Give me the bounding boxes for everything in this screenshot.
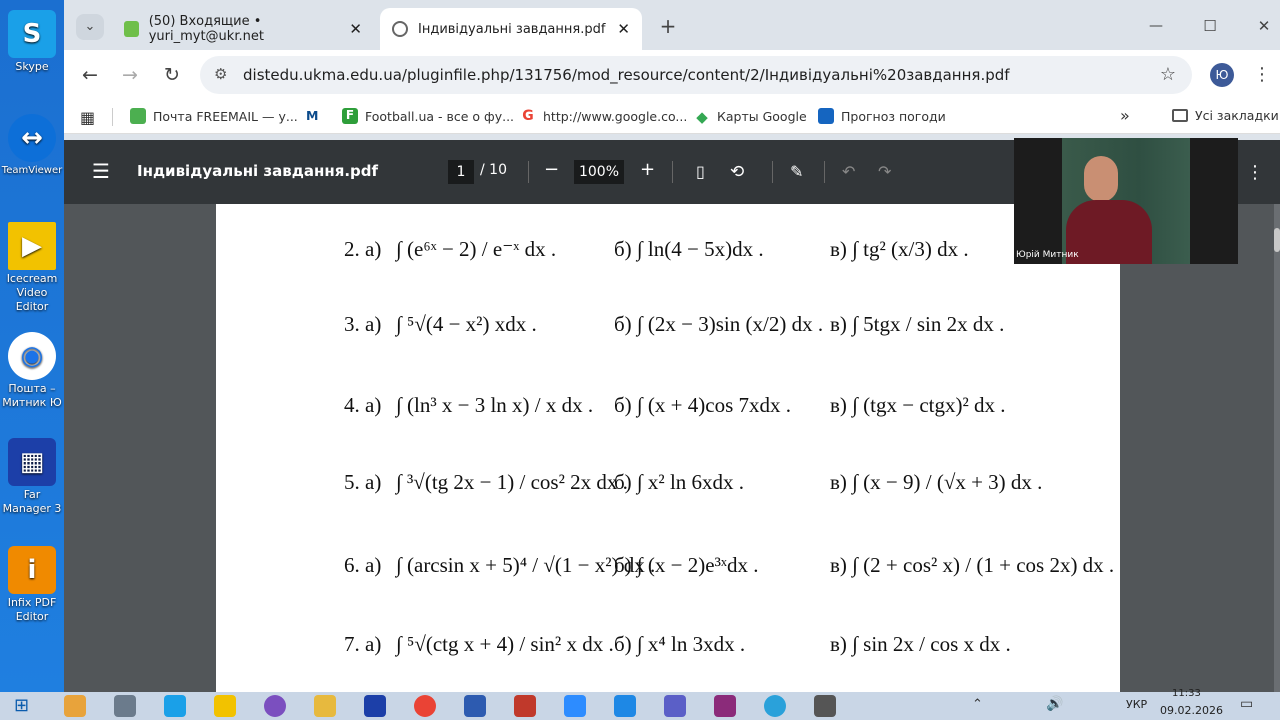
zoom-in-button[interactable]: + — [640, 159, 656, 180]
apps-icon[interactable]: ▦ — [80, 108, 96, 127]
zoom-input[interactable]: 100% — [574, 160, 624, 184]
desktop-icon-label: Пошта – Митник Ю — [2, 382, 62, 409]
skype-icon: S — [8, 10, 56, 58]
volume-icon[interactable]: 🔊 — [1046, 696, 1064, 712]
file-explorer-icon[interactable] — [314, 695, 336, 717]
integral-c: в) ∫ (x − 9) / (√x + 3) dx . — [830, 470, 1043, 494]
bookmarks-overflow-button[interactable]: » — [1120, 106, 1130, 125]
pdf-viewer[interactable] — [64, 204, 1280, 692]
all-bookmarks-label: Усі закладки — [1195, 108, 1279, 123]
mail-icon — [124, 21, 139, 37]
menu-icon[interactable]: ⋮ — [1253, 64, 1271, 85]
bookmark-label: Прогноз погоди — [841, 108, 946, 124]
integral-c: в) ∫ (tgx − ctgx)² dx . — [830, 393, 1006, 417]
desktop-icon-label: Skype — [15, 60, 49, 73]
desktop-icon-label: Far Manager 3 — [2, 488, 62, 515]
globe-icon — [392, 21, 408, 37]
close-icon[interactable]: ✕ — [617, 20, 630, 38]
desktop — [0, 0, 64, 692]
pdf-divider — [672, 161, 673, 183]
tray-chevron-icon[interactable]: ⌃ — [972, 697, 983, 712]
desktop-icon-infix[interactable] — [0, 546, 64, 624]
integral-a: ∫ (arcsin x + 5)⁴ / √(1 − x²) dx . — [396, 553, 656, 577]
bookmark-football[interactable] — [342, 108, 514, 124]
integral-b: б) ∫ (x + 4)cos 7xdx . — [614, 393, 792, 417]
problem-number: 7. а) — [344, 632, 382, 656]
bookmark-google[interactable] — [520, 108, 687, 124]
integral-b: б) ∫ ln(4 − 5x)dx . — [614, 237, 764, 261]
more-options-icon[interactable]: ⋮ — [1246, 162, 1264, 183]
desktop-icon-label: Infix PDF Editor — [7, 596, 57, 623]
integral-b: б) ∫ (x − 2)e³ˣdx . — [614, 553, 759, 577]
tab-search-button[interactable]: ⌄ — [76, 14, 104, 40]
pdf-divider — [772, 161, 773, 183]
minimize-button[interactable]: — — [1149, 18, 1163, 34]
bookmark-label: Football.ua - все о фу... — [365, 108, 515, 124]
football-icon: F — [342, 108, 358, 124]
rotate-icon[interactable]: ⟲ — [730, 162, 745, 182]
integral-c: в) ∫ (2 + cos² x) / (1 + cos 2x) dx . — [830, 553, 1115, 577]
fit-page-icon[interactable]: ▯ — [696, 162, 705, 181]
bookmarks-divider — [112, 108, 113, 126]
bookmark-weather[interactable] — [818, 108, 946, 124]
task-view-icon[interactable] — [114, 695, 136, 717]
map-pin-icon: ◆ — [696, 108, 708, 126]
profile-avatar[interactable]: Ю — [1210, 63, 1234, 87]
language-indicator[interactable]: УКР — [1126, 698, 1148, 711]
bookmark-label: Почта FREEMAIL — у... — [153, 108, 298, 124]
sidebar-menu-icon[interactable]: ☰ — [92, 159, 110, 183]
page-count: / 10 — [480, 162, 507, 178]
problem-number: 6. а) — [344, 553, 382, 577]
settings-gear-icon[interactable] — [814, 695, 836, 717]
tab-title: Індивідуальні завдання.pdf — [418, 21, 606, 37]
bookmarks-bar — [64, 100, 1280, 134]
windows-start-icon[interactable]: ⊞ — [14, 695, 30, 716]
clock-time[interactable]: 11:33 — [1172, 688, 1201, 699]
problem-number: 4. а) — [344, 393, 382, 417]
webcam-name: Юрій Митник — [1016, 250, 1079, 260]
back-button[interactable]: ← — [82, 64, 98, 86]
desktop-icon-teamviewer[interactable] — [0, 114, 64, 178]
notification-icon[interactable]: ▭ — [1240, 696, 1254, 712]
desktop-icon-label: Icecream Video Editor — [6, 272, 58, 313]
tab-mail[interactable] — [112, 8, 374, 50]
problem-number: 5. а) — [344, 470, 382, 494]
desktop-icon-icecream[interactable] — [0, 222, 64, 314]
maximize-button[interactable]: ☐ — [1203, 17, 1217, 35]
integral-a: ∫ ³√(tg 2x − 1) / cos² 2x dx . — [396, 470, 628, 494]
desktop-icon-label: TeamViewer — [1, 165, 63, 176]
infix-pdf-icon: i — [8, 546, 56, 594]
page-number-input[interactable]: 1 — [448, 160, 474, 184]
all-bookmarks[interactable] — [1172, 108, 1279, 123]
reload-button[interactable]: ↻ — [164, 64, 180, 86]
chrome-icon: ◉ — [8, 332, 56, 380]
webcam-video — [1062, 138, 1190, 264]
pdf-page — [216, 204, 1120, 692]
site-info-icon[interactable]: ⚙ — [214, 65, 228, 83]
icecream-icon: ▶ — [8, 222, 56, 270]
bookmark-freemail[interactable] — [130, 108, 298, 124]
person-face — [1084, 156, 1118, 202]
zoom-icon[interactable] — [564, 695, 586, 717]
integral-a: ∫ (e⁶ˣ − 2) / e⁻ˣ dx . — [396, 237, 557, 261]
snipping-tool-icon[interactable] — [514, 695, 536, 717]
undo-icon[interactable]: ↶ — [842, 162, 856, 181]
annotate-pen-icon[interactable]: ✎ — [790, 162, 804, 181]
integral-c: в) ∫ tg² (x/3) dx . — [830, 237, 969, 261]
weather-icon — [818, 108, 834, 124]
integral-c: в) ∫ 5tgx / sin 2x dx . — [830, 312, 1005, 336]
teamviewer-icon: ↔ — [8, 114, 56, 162]
integral-b: б) ∫ (2x − 3)sin (x/2) dx . — [614, 312, 824, 336]
integral-b: б) ∫ x² ln 6xdx . — [614, 470, 745, 494]
redo-icon[interactable]: ↷ — [878, 162, 892, 181]
new-tab-button[interactable]: + — [659, 14, 677, 38]
zoom-out-button[interactable]: − — [544, 159, 560, 180]
mail-icon — [130, 108, 146, 124]
problem-number: 3. а) — [344, 312, 382, 336]
desktop-icon-far[interactable] — [0, 438, 64, 516]
pdf-divider — [528, 161, 529, 183]
address-bar[interactable] — [200, 56, 1192, 94]
scrollbar-thumb[interactable] — [1274, 228, 1280, 252]
viber-icon[interactable] — [264, 695, 286, 717]
integral-a: ∫ ⁵√(4 − x²) xdx . — [396, 312, 537, 336]
pdf-title: Індивідуальні завдання.pdf — [137, 162, 379, 180]
far-manager-taskbar-icon[interactable] — [364, 695, 386, 717]
copilot-icon[interactable] — [64, 695, 86, 717]
icecream-taskbar-icon[interactable] — [214, 695, 236, 717]
window-close-button[interactable]: ✕ — [1257, 17, 1271, 35]
browser-window — [64, 0, 1280, 692]
tab-title: (50) Входящие • yuri_myt@ukr.net — [148, 14, 264, 44]
tex-icon[interactable] — [714, 695, 736, 717]
desktop-icon-chrome-profile[interactable] — [0, 332, 64, 410]
tab-pdf[interactable] — [380, 8, 642, 50]
bookmark-label: Карты Google — [717, 108, 807, 124]
bookmark-m-site[interactable]: M — [306, 108, 319, 123]
star-icon[interactable]: ☆ — [1159, 64, 1176, 85]
close-icon[interactable]: ✕ — [349, 20, 362, 38]
toolbar — [64, 50, 1280, 100]
telegram-icon[interactable] — [764, 695, 786, 717]
pdf-divider — [824, 161, 825, 183]
bookmark-label: http://www.google.co... — [543, 108, 688, 124]
skype-taskbar-icon[interactable] — [164, 695, 186, 717]
integral-a: ∫ ⁵√(ctg x + 4) / sin² x dx . — [396, 632, 614, 656]
integral-b: б) ∫ x⁴ ln 3xdx . — [614, 632, 746, 656]
chrome-taskbar-icon[interactable] — [414, 695, 436, 717]
bookmark-maps[interactable] — [694, 108, 807, 124]
tab-strip — [64, 0, 1280, 50]
whiteboard-icon[interactable] — [614, 695, 636, 717]
taskbar — [0, 688, 1280, 720]
google-icon: G — [522, 108, 534, 124]
url-text: distedu.ukma.edu.ua/pluginfile.php/131756/mod_resource/content/2/Індивідуальні%20завдання.pdf — [243, 66, 1010, 84]
folder-icon — [1172, 109, 1188, 122]
far-manager-icon: ▦ — [8, 438, 56, 486]
teams-icon[interactable] — [664, 695, 686, 717]
problem-number: 2. а) — [344, 237, 382, 261]
forward-button[interactable]: → — [122, 64, 138, 86]
word-icon[interactable] — [464, 695, 486, 717]
webcam-overlay — [1014, 138, 1238, 264]
integral-a: ∫ (ln³ x − 3 ln x) / x dx . — [396, 393, 594, 417]
scrollbar[interactable] — [1274, 204, 1280, 692]
clock-date[interactable]: 09.02.2026 — [1160, 704, 1223, 717]
desktop-icon-skype[interactable] — [0, 10, 64, 74]
integral-c: в) ∫ sin 2x / cos x dx . — [830, 632, 1011, 656]
